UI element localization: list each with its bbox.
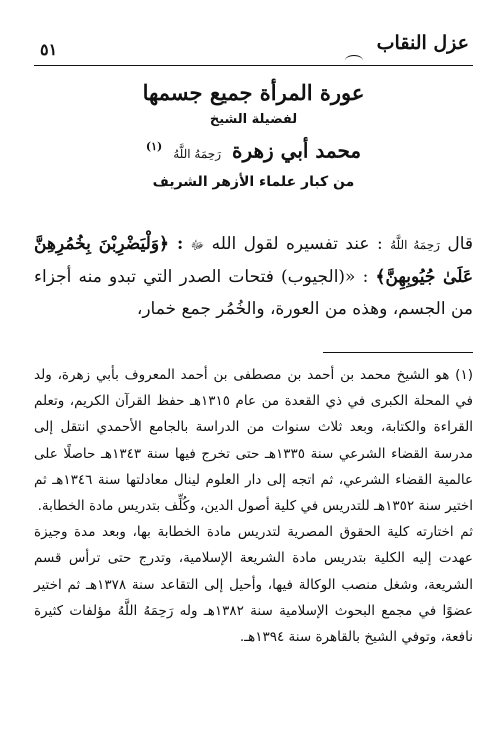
author-line (34, 132, 473, 169)
footnote (34, 362, 473, 650)
footnote-separator (323, 352, 473, 353)
footnote-reference: (١) (145, 140, 163, 153)
body-honorific: رَحِمَهُ اللَّهُ (390, 238, 440, 252)
footnote-paragraph-1: (١) هو الشيخ محمد بن أحمد بن مصطفى بن أحمد المعروف بأبي زهرة، ولد في المحلة الكبرى في ذي القعدة من عام ١٣١٥هـ حفظ القرآن الكريم، وتعلم القراءة والكتابة، وبعد ثلاث سنوات من الدراسة بالجامع الأحمدي انتقل إلى مدرسة القضاء الشرعي سنة ١٣٣٥هـ حتى تخرج فيها سنة ١٣٤٣هـ حاصلًا على عالمية القضاء الشرعي، ثم اتجه إلى دار العلوم لينال معادلتها سنة ١٣٤٦هـ ثم اختير سنة ١٣٥٢هـ للتدريس في كلية أصول الدين، وكُلِّف بتدريس مادة الخطابة. (34, 367, 473, 515)
body-text-1: : عند تفسيره لقول الله (211, 234, 383, 254)
body-intro: قال (447, 234, 474, 254)
author-affiliation: من كبار علماء الأزهر الشريف (152, 173, 355, 190)
footnote-paragraph-2: ثم اختارته كلية الحقوق المصرية لتدريس مادة الخطابة بها، وبعد مدة وجيزة عهدت إليه الكلية بتدريس مادة الشريعة الإسلامية، وتدرج حتى ترأس قسم الشريعة، وشغل منصب الوكالة فيها، وأحيل إلى التقاعد سنة ١٣٧٨هـ ثم اختير عضوًا في مجمع البحوث الإسلامية سنة ١٣٨٢هـ وله رَحِمَهُ اللَّهُ مؤلفات كثيرة نافعة، وتوفي الشيخ بالقاهرة سنة ١٣٩٤هـ. (34, 524, 473, 646)
page-number: ٥١ (40, 40, 58, 59)
running-header (34, 30, 473, 66)
body-paragraph (34, 228, 473, 325)
byline: لفضيلة الشيخ (209, 112, 298, 127)
header-title: عزل النقاب (376, 32, 469, 54)
header-rule (34, 65, 473, 66)
author-name: محمد أبي زهرة (231, 138, 362, 163)
chapter-title: عورة المرأة جميع جسمها (142, 80, 365, 105)
title-block (34, 78, 473, 193)
author-honorific: رَحِمَهُ اللَّهُ (173, 146, 222, 161)
body-text-2: : «(الجيوب) فتحات الصدر التي تبدو منه أجزاء من الجسم، وهذه من العورة، والخُمُر جمع خمار، (34, 267, 473, 319)
body-jalla: ﷻ (190, 238, 205, 252)
quran-verse: : ﴿وَلْيَضْرِبْنَ بِخُمُرِهِنَّ عَلَىٰ جُيُوبِهِنَّ﴾ (34, 234, 473, 287)
